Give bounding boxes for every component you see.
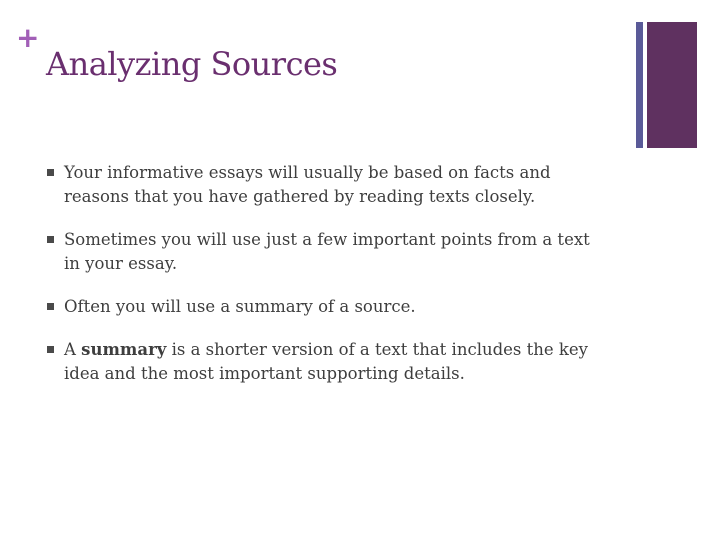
bullet-text: Your informative essays will usually be based on facts and reasons that you have gathered by reading texts closely.	[64, 163, 551, 206]
square-bullet-icon	[47, 303, 54, 310]
bullet-text	[64, 340, 588, 383]
accent-bar-wide	[647, 22, 697, 148]
bullet-text-suffix: is a shorter version of a text that includes the key idea and the most important supporting details.	[64, 340, 588, 383]
bullet-term-summary: summary	[81, 340, 167, 359]
bullet-item	[46, 228, 606, 276]
bullet-text: Sometimes you will use just a few important points from a text in your essay.	[64, 230, 590, 273]
square-bullet-icon	[47, 346, 54, 353]
bullet-item	[46, 295, 606, 319]
bullet-text: Often you will use a summary of a source.	[64, 297, 416, 316]
bullet-list	[46, 161, 606, 405]
square-bullet-icon	[47, 236, 54, 243]
bullet-item	[46, 161, 606, 209]
accent-bar-thin	[636, 22, 643, 148]
plus-icon: +	[16, 21, 40, 54]
slide-title: Analyzing Sources	[46, 45, 338, 83]
bullet-text-prefix: A	[64, 340, 82, 359]
square-bullet-icon	[47, 169, 54, 176]
bullet-item	[46, 338, 606, 386]
